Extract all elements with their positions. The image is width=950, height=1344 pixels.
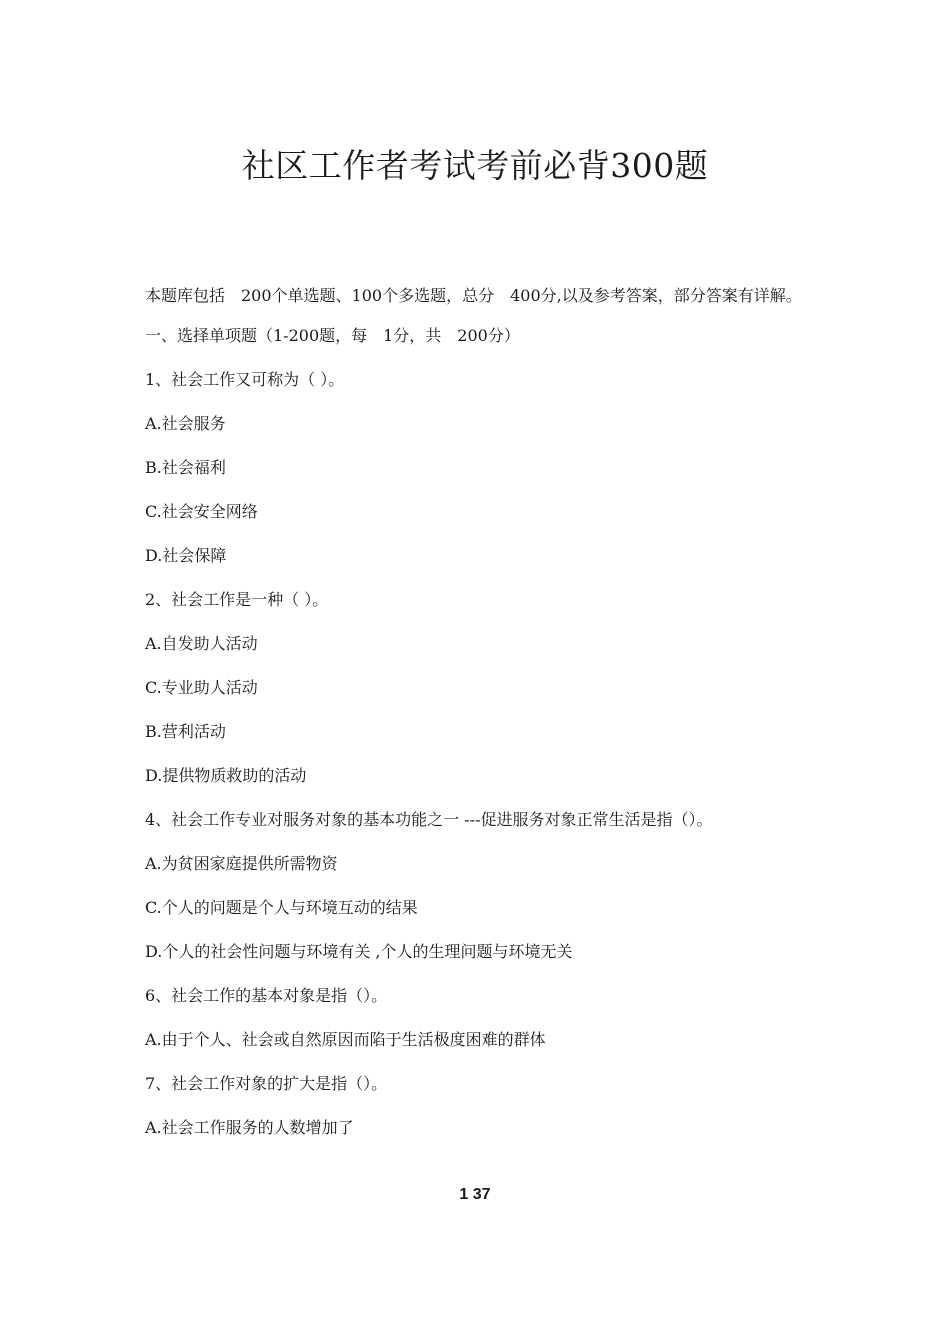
page-total: 37 — [472, 1186, 491, 1203]
question-line: 6、社会工作的基本对象是指（）。 — [145, 986, 388, 1005]
option-line: D.社会保障 — [145, 546, 227, 565]
question-line: 7、社会工作对象的扩大是指（）。 — [145, 1074, 388, 1093]
option-line: A.社会服务 — [145, 414, 226, 433]
document-title: 社区工作者考试考前必背300题 — [241, 146, 709, 185]
option-line: C.社会安全网络 — [145, 502, 258, 521]
option-line: A.社会工作服务的人数增加了 — [145, 1118, 354, 1137]
option-line: A.自发助人活动 — [145, 634, 258, 653]
section-heading: 一、选择单项题（1-200题，每 1分，共 200分） — [145, 326, 520, 345]
question-line: 2、社会工作是一种（ ）。 — [145, 590, 329, 609]
question-line: 1、社会工作又可称为（ ）。 — [145, 370, 345, 389]
option-line: D.个人的社会性问题与环境有关 ,个人的生理问题与环境无关 — [145, 942, 573, 961]
page-number: 1 — [459, 1186, 469, 1203]
option-line: D.提供物质救助的活动 — [145, 766, 307, 785]
page-footer — [0, 1186, 950, 1204]
option-line: B.社会福利 — [145, 458, 226, 477]
question-line: 4、社会工作专业对服务对象的基本功能之一 ---促进服务对象正常生活是指（）。 — [145, 810, 713, 829]
option-line: A.由于个人、社会或自然原因而陷于生活极度困难的群体 — [145, 1030, 546, 1049]
option-line: B.营利活动 — [145, 722, 226, 741]
document-body — [145, 283, 810, 1159]
option-line: A.为贫困家庭提供所需物资 — [145, 854, 338, 873]
option-line: C.专业助人活动 — [145, 678, 258, 697]
option-line: C.个人的问题是个人与环境互动的结果 — [145, 898, 418, 917]
intro-paragraph: 本题库包括 200个单选题、100个多选题，总分 400分,以及参考答案，部分答案有详解。 — [145, 286, 802, 305]
